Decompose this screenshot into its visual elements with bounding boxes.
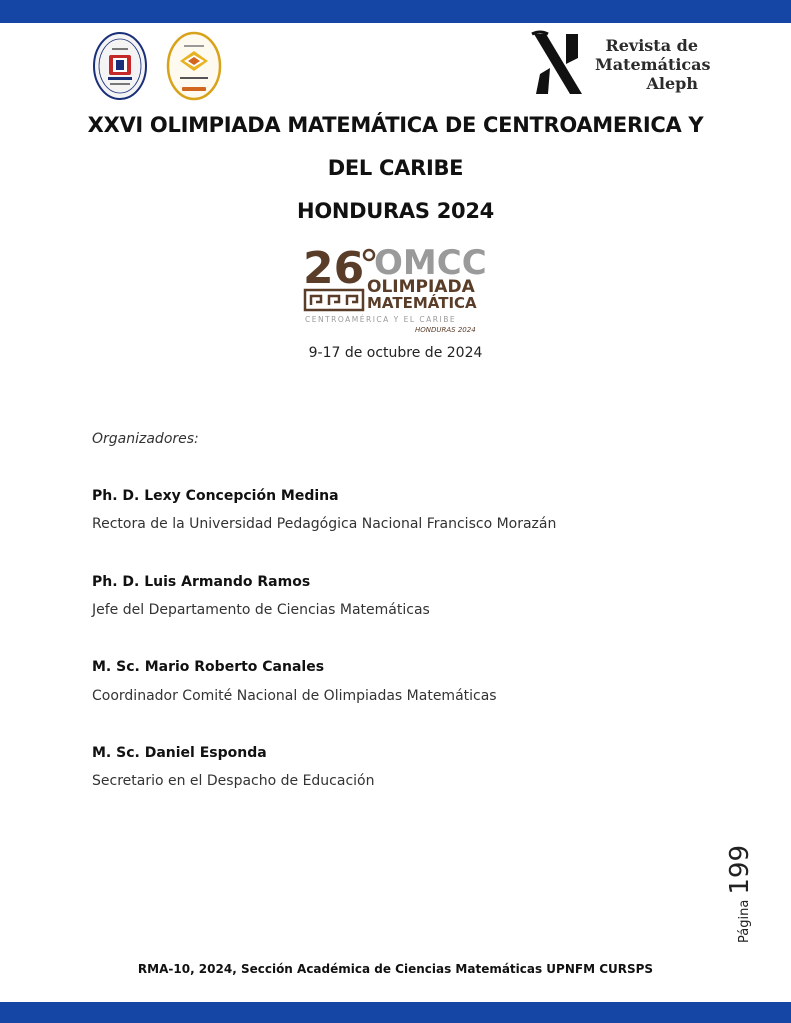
top-color-bar	[0, 0, 791, 23]
omcc-ordinal-mark	[364, 250, 374, 260]
omcc-acronym: OMCC	[374, 243, 487, 283]
organizer-role: Coordinador Comité Nacional de Olimpiadas Matemáticas	[92, 688, 497, 704]
organizer-name: Ph. D. Lexy Concepción Medina	[92, 488, 339, 504]
organizer-name: Ph. D. Luis Armando Ramos	[92, 574, 311, 590]
page-number-value: 199	[725, 844, 755, 895]
bottom-color-bar	[0, 1002, 791, 1023]
omcc-word-matematica: MATEMÁTICA	[367, 294, 477, 312]
event-dates: 9-17 de octubre de 2024	[308, 345, 483, 361]
organizer-name: M. Sc. Daniel Esponda	[92, 745, 267, 761]
page-label: Página	[737, 899, 752, 943]
omcc-number: 26	[303, 243, 365, 294]
organizers-label: Organizadores:	[92, 431, 199, 447]
olympiad-committee-logo	[166, 31, 222, 101]
title-line-2: DEL CARIBE	[327, 156, 464, 180]
title-line-1: XXVI OLIMPIADA MATEMÁTICA DE CENTROAMERICA Y	[87, 113, 704, 137]
omcc-event-logo	[303, 240, 489, 334]
journal-name-line3: Aleph	[646, 74, 698, 93]
journal-name	[595, 36, 711, 93]
footer-text: RMA-10, 2024, Sección Académica de Ciencias Matemáticas UPNFM CURSPS	[137, 962, 654, 976]
journal-name-line2: Matemáticas	[595, 55, 711, 74]
omcc-word-olimpiada: OLIMPIADA	[367, 277, 475, 297]
organizer-role: Secretario en el Despacho de Educación	[92, 773, 375, 789]
journal-name-line1: Revista de	[605, 36, 698, 55]
upnfm-seal-logo	[92, 31, 148, 101]
omcc-place: HONDURAS 2024	[415, 326, 476, 334]
page-number	[725, 833, 765, 943]
aleph-symbol-logo	[530, 28, 586, 100]
organizer-name: M. Sc. Mario Roberto Canales	[92, 659, 325, 675]
title-line-3: HONDURAS 2024	[297, 199, 494, 223]
omcc-region: CENTROAMÉRICA Y EL CARIBE	[305, 315, 457, 324]
organizer-role: Jefe del Departamento de Ciencias Matemáticas	[92, 602, 430, 618]
organizer-role: Rectora de la Universidad Pedagógica Nacional Francisco Morazán	[92, 516, 557, 532]
